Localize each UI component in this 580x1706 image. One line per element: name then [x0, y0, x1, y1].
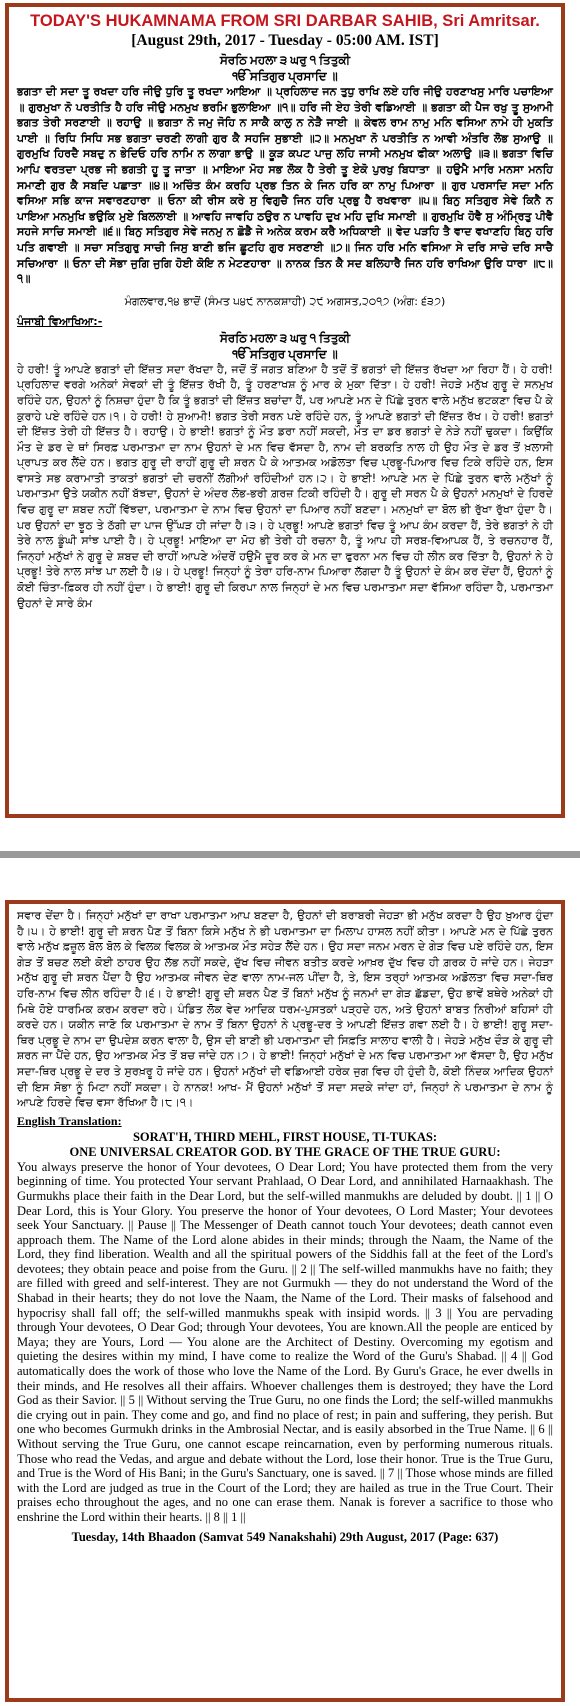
- hukamnama-panel-top: [5, 3, 565, 818]
- english-title-line2: ONE UNIVERSAL CREATOR GOD. BY THE GRACE OF THE TRUE GURU:: [69, 1144, 501, 1159]
- gurbani-text: ਭਗਤਾ ਦੀ ਸਦਾ ਤੂ ਰਖਦਾ ਹਰਿ ਜੀਉ ਧੁਰਿ ਤੂ ਰਖਦਾ ਆਇਆ ॥ ਪ੍ਰਹਿਲਾਦ ਜਨ ਤੁਧੁ ਰਾਖਿ ਲਏ ਹਰਿ ਜੀਉ ਹਰਣਾਖਸੁ ਮਾਰਿ ਪਚਾਇਆ ॥ ਗੁਰਮੁਖਾ ਨੋ ਪਰਤੀਤਿ ਹੈ ਹਰਿ ਜੀਉ ਮਨਮੁਖ ਭਰਮਿ ਭੁਲਾਇਆ ॥੧॥ ਹਰਿ ਜੀ ਏਹ ਤੇਰੀ ਵਡਿਆਈ ॥ ਭਗਤਾ ਕੀ ਪੈਜ ਰਖੁ ਤੂ ਸੁਆਮੀ ਭਗਤ ਤੇਰੀ ਸਰਣਾਈ ॥ ਰਹਾਉ ॥ ਭਗਤਾ ਨੋ ਜਮੁ ਜੋਹਿ ਨ ਸਾਕੈ ਕਾਲੁ ਨ ਨੇੜੈ ਜਾਈ ॥ ਕੇਵਲ ਰਾਮ ਨਾਮੁ ਮਨਿ ਵਸਿਆ ਨਾਮੇ ਹੀ ਮੁਕਤਿ ਪਾਈ ॥ ਰਿਧਿ ਸਿਧਿ ਸਭ ਭਗਤਾ ਚਰਣੀ ਲਾਗੀ ਗੁਰ ਕੈ ਸਹਜਿ ਸੁਭਾਈ ॥੨॥ ਮਨਮੁਖਾ ਨੋ ਪਰਤੀਤਿ ਨ ਆਵੀ ਅੰਤਰਿ ਲੋਭ ਸੁਆਉ ॥ ਗੁਰਮੁਖਿ ਹਿਰਦੈ ਸਬਦੁ ਨ ਭੇਦਿਓ ਹਰਿ ਨਾਮਿ ਨ ਲਾਗਾ ਭਾਉ ॥ ਕੂੜ ਕਪਟ ਪਾਜੁ ਲਹਿ ਜਾਸੀ ਮਨਮੁਖ ਫੀਕਾ ਅਲਾਉ ॥੩॥ ਭਗਤਾ ਵਿਚਿ ਆਪਿ ਵਰਤਦਾ ਪ੍ਰਭ ਜੀ ਭਗਤੀ ਹੂ ਤੂ ਜਾਤਾ ॥ ਮਾਇਆ ਮੋਹ ਸਭ ਲੋਕ ਹੈ ਤੇਰੀ ਤੂ ਏਕੋ ਪੁਰਖੁ ਬਿਧਾਤਾ ॥ ਹਉਮੈ ਮਾਰਿ ਮਨਸਾ ਮਨਹਿ ਸਮਾਣੀ ਗੁਰ ਕੈ ਸਬਦਿ ਪਛਾਤਾ ॥੪॥ ਅਚਿੰਤ ਕੰਮ ਕਰਹਿ ਪ੍ਰਭ ਤਿਨ ਕੇ ਜਿਨ ਹਰਿ ਕਾ ਨਾਮੁ ਪਿਆਰਾ ॥ ਗੁਰ ਪਰਸਾਦਿ ਸਦਾ ਮਨਿ ਵਸਿਆ ਸਭਿ ਕਾਜ ਸਵਾਰਣਹਾਰਾ ॥ ਓਨਾ ਕੀ ਰੀਸ ਕਰੇ ਸੁ ਵਿਗੁਚੈ ਜਿਨ ਹਰਿ ਪ੍ਰਭੁ ਹੈ ਰਖਵਾਰਾ ॥੫॥ ਬਿਨੁ ਸਤਿਗੁਰ ਸੇਵੇ ਕਿਨੈ ਨ ਪਾਇਆ ਮਨਮੁਖਿ ਭਉਕਿ ਮੁਏ ਬਿਲਲਾਈ ॥ ਆਵਹਿ ਜਾਵਹਿ ਠਉਰ ਨ ਪਾਵਹਿ ਦੁਖ ਮਹਿ ਦੁਖਿ ਸਮਾਈ ॥ ਗੁਰਮੁਖਿ ਹੋਵੈ ਸੁ ਅੰਮ੍ਰਿਤੁ ਪੀਵੈ ਸਹਜੇ ਸਾਚਿ ਸਮਾਈ ॥੬॥ ਬਿਨੁ ਸਤਿਗੁਰ ਸੇਵੇ ਜਨਮੁ ਨ ਛੋਡੈ ਜੇ ਅਨੇਕ ਕਰਮ ਕਰੈ ਅਧਿਕਾਈ ॥ ਵੇਦ ਪੜਹਿ ਤੈ ਵਾਦ ਵਖਾਣਹਿ ਬਿਨੁ ਹਰਿ ਪਤਿ ਗਵਾਈ ॥ ਸਚਾ ਸਤਿਗੁਰੁ ਸਾਚੀ ਜਿਸੁ ਬਾਣੀ ਭਜਿ ਛੂਟਹਿ ਗੁਰ ਸਰਣਾਈ ॥੭॥ ਜਿਨ ਹਰਿ ਮਨਿ ਵਸਿਆ ਸੇ ਦਰਿ ਸਾਚੇ ਦਰਿ ਸਾਚੈ ਸਚਿਆਰਾ ॥ ਓਨਾ ਦੀ ਸੋਭਾ ਜੁਗਿ ਜੁਗਿ ਹੋਈ ਕੋਇ ਨ ਮੇਟਣਹਾਰਾ ॥ ਨਾਨਕ ਤਿਨ ਕੈ ਸਦ ਬਲਿਹਾਰੈ ਜਿਨ ਹਰਿ ਰਾਖਿਆ ਉਰਿ ਧਾਰਾ ॥੮॥੧॥: [17, 85, 553, 286]
- explanation-subheading: ਸੋਰਠਿ ਮਹਲਾ ੩ ਘਰੁ ੧ ਤਿਤੁਕੀ: [219, 330, 351, 345]
- gurbani-invocation: ੴ ਸਤਿਗੁਰ ਪ੍ਰਸਾਦਿ ॥: [232, 69, 338, 83]
- english-translation-text: You always preserve the honor of Your devotees, O Dear Lord; You have protected them from the very beginning of time. You protected Your servant Prahlaad, O Dear Lord, and annihilated Harnaakhash. The Gurmukhs place their faith in the Dear Lord, but the self-willed manmukhs are deluded by doubt. || 1 || O Dear Lord, this is Your Glory. You preserve the honor of Your devotees, O Lord Master; Your devotees seek Your Sanctuary. || Pause || The Messenger of Death cannot touch Your devotees; death cannot even approach them. The Name of the Lord alone abides in their minds; through the Naam, the Name of the Lord, they find liberation. Wealth and all the spiritual powers of the Siddhis fall at the feet of the Lord's devotees; they obtain peace and poise from the Guru. || 2 || The self-willed manmukhs have no faith; they are filled with greed and self-interest. They are not Gurmukh — they do not understand the Word of the Shabad in their hearts; they do not love the Naam, the Name of the Lord. Their masks of falsehood and hypocrisy shall fall off; the self-willed manmukhs speak with insipid words. || 3 || You are pervading through Your devotees, O Dear God; through Your devotees, You are known.All the people are enticed by Maya; they are Yours, Lord — You alone are the Architect of Destiny. Overcoming my egotism and quieting the desires within my mind, I have come to realize the Word of the Guru's Shabad. || 4 || God automatically does the work of those who love the Name of the Lord. By Guru's Grace, he ever dwells in their minds, and He resolves all their affairs. Whoever challenges them is destroyed; they have the Lord God as their Savior. || 5 || Without serving the True Guru, no one finds the Lord; the self-willed manmukhs die crying out in pain. They come and go, and find no place of rest; in pain and suffering, they perish. But one who becomes Gurmukh drinks in the Ambrosial Nectar, and is easily absorbed in the True Name. || 6 || Without serving the True Guru, one cannot escape reincarnation, even by performing numerous rituals. Those who read the Vedas, and argue and debate without the Lord, lose their honor. True is the True Guru, and True is the Word of His Bani; in the Guru's Sanctuary, one is saved. || 7 || Those whose minds are filled with the Lord are judged as true in the Court of the Lord; they are hailed as true in the True Court. Their praises echo throughout the ages, and no one can erase them. Nanak is forever a sacrifice to those who enshrine the Lord within their hearts. || 8 || 1 ||: [17, 1159, 553, 1524]
- punjabi-explanation-heading: ਪੰਜਾਬੀ ਵਿਆਖਿਆ:-: [17, 314, 103, 328]
- hukamnama-panel-bottom: [5, 900, 565, 1702]
- page-title: TODAY'S HUKAMNAMA FROM SRI DARBAR SAHIB, Sri Amritsar.: [30, 12, 540, 30]
- explanation-invocation: ੴ ਸਤਿਗੁਰ ਪ੍ਰਸਾਦਿ ॥: [232, 346, 338, 361]
- punjabi-explanation-text-part2: ਸਵਾਰ ਦੇਂਦਾ ਹੈ। ਜਿਨ੍ਹਾਂ ਮਨੁੱਖਾਂ ਦਾ ਰਾਖਾ ਪਰਮਾਤਮਾ ਆਪ ਬਣਦਾ ਹੈ, ਉਹਨਾਂ ਦੀ ਬਰਾਬਰੀ ਜੇਹੜਾ ਭੀ ਮਨੁੱਖ ਕਰਦਾ ਹੈ ਉਹ ਖ਼ੁਆਰ ਹੁੰਦਾ ਹੈ।੫। ਹੇ ਭਾਈ! ਗੁਰੂ ਦੀ ਸ਼ਰਨ ਪੈਣ ਤੋਂ ਬਿਨਾ ਕਿਸੇ ਮਨੁੱਖ ਨੇ ਭੀ ਪਰਮਾਤਮਾ ਦਾ ਮਿਲਾਪ ਹਾਸਲ ਨਹੀਂ ਕੀਤਾ। ਆਪਣੇ ਮਨ ਦੇ ਪਿੱਛੇ ਤੁਰਨ ਵਾਲੇ ਮਨੁੱਖ ਫ਼ਜ਼ੂਲ ਬੋਲ ਬੋਲ ਕੇ ਵਿਲਕ ਵਿਲਕ ਕੇ ਆਤਮਕ ਮੌਤ ਸਹੇੜ ਲੈਂਦੇ ਹਨ। ਉਹ ਸਦਾ ਜਨਮ ਮਰਨ ਦੇ ਗੇੜ ਵਿਚ ਪਏ ਰਹਿੰਦੇ ਹਨ, ਇਸ ਗੇੜ ਤੋਂ ਬਚਣ ਲਈ ਕੋਈ ਠਾਹਰ ਉਹ ਲੱਭ ਨਹੀਂ ਸਕਦੇ, ਦੁੱਖ ਵਿਚ ਜੀਵਨ ਬਤੀਤ ਕਰਦੇ ਆਖ਼ਰ ਦੁੱਖ ਵਿਚ ਹੀ ਗ਼ਰਕ ਹੋ ਜਾਂਦੇ ਹਨ। ਜੇਹੜਾ ਮਨੁੱਖ ਗੁਰੂ ਦੀ ਸ਼ਰਨ ਪੈਂਦਾ ਹੈ ਉਹ ਆਤਮਕ ਜੀਵਨ ਦੇਣ ਵਾਲਾ ਨਾਮ-ਜਲ ਪੀਂਦਾ ਹੈ, ਤੇ, ਇਸ ਤਰ੍ਹਾਂ ਆਤਮਕ ਅਡੋਲਤਾ ਵਿਚ ਸਦਾ-ਥਿਰ ਹਰਿ-ਨਾਮ ਵਿਚ ਲੀਨ ਰਹਿੰਦਾ ਹੈ।੬। ਹੇ ਭਾਈ! ਗੁਰੂ ਦੀ ਸ਼ਰਨ ਪੈਣ ਤੋਂ ਬਿਨਾਂ ਮਨੁੱਖ ਨੂੰ ਜਨਮਾਂ ਦਾ ਗੇੜ ਛੱਡਦਾ, ਉਹ ਭਾਵੇਂ ਬਥੇਰੇ ਅਨੇਕਾਂ ਹੀ ਮਿਥੇ ਹੋਏ ਧਾਰਮਿਕ ਕਰਮ ਕਰਦਾ ਰਹੇ। ਪੰਡਿਤ ਲੋਕ ਵੇਦ ਆਦਿਕ ਧਰਮ-ਪੁਸਤਕਾਂ ਪੜ੍ਹਦੇ ਹਨ, ਅਤੇ ਉਹਨਾਂ ਬਾਬਤ ਨਿਰੀਆਂ ਬਹਿਸਾਂ ਹੀ ਕਰਦੇ ਹਨ। ਯਕੀਨ ਜਾਣੋ ਕਿ ਪਰਮਾਤਮਾ ਦੇ ਨਾਮ ਤੋਂ ਬਿਨਾ ਉਹਨਾਂ ਨੇ ਪ੍ਰਭੂ-ਦਰ ਤੇ ਆਪਣੀ ਇੱਜ਼ਤ ਗਵਾ ਲਈ ਹੈ। ਹੇ ਭਾਈ! ਗੁਰੂ ਸਦਾ-ਥਿਰ ਪ੍ਰਭੂ ਦੇ ਨਾਮ ਦਾ ਉਪਦੇਸ਼ ਕਰਨ ਵਾਲਾ ਹੈ, ਉਸ ਦੀ ਬਾਣੀ ਭੀ ਪਰਮਾਤਮਾ ਦੀ ਸਿਫ਼ਤਿ ਸਾਲਾਹ ਵਾਲੀ ਹੈ। ਜੇਹੜੇ ਮਨੁੱਖ ਦੌੜ ਕੇ ਗੁਰੂ ਦੀ ਸ਼ਰਨ ਜਾ ਪੈਂਦੇ ਹਨ, ਉਹ ਆਤਮਕ ਮੌਤ ਤੋਂ ਬਚ ਜਾਂਦੇ ਹਨ।੭। ਹੇ ਭਾਈ! ਜਿਨ੍ਹਾਂ ਮਨੁੱਖਾਂ ਦੇ ਮਨ ਵਿਚ ਪਰਮਾਤਮਾ ਆ ਵੱਸਦਾ ਹੈ, ਉਹ ਮਨੁੱਖ ਸਦਾ-ਥਿਰ ਪ੍ਰਭੂ ਦੇ ਦਰ ਤੇ ਸੁਰਖ਼ਰੂ ਹੋ ਜਾਂਦੇ ਹਨ। ਉਹਨਾਂ ਮਨੁੱਖਾਂ ਦੀ ਵਡਿਆਈ ਹਰੇਕ ਜੁਗ ਵਿਚ ਹੀ ਹੁੰਦੀ ਹੈ, ਕੋਈ ਨਿੰਦਕ ਆਦਿਕ ਉਹਨਾਂ ਦੀ ਇਸ ਸੋਭਾ ਨੂੰ ਮਿਟਾ ਨਹੀਂ ਸਕਦਾ। ਹੇ ਨਾਨਕ! ਆਖ- ਮੈਂ ਉਹਨਾਂ ਮਨੁੱਖਾਂ ਤੋਂ ਸਦਾ ਸਦਕੇ ਜਾਂਦਾ ਹਾਂ, ਜਿਨ੍ਹਾਂ ਨੇ ਪਰਮਾਤਮਾ ਦੇ ਨਾਮ ਨੂੰ ਆਪਣੇ ਹਿਰਦੇ ਵਿਚ ਵਸਾ ਰੱਖਿਆ ਹੈ।੮।੧।: [17, 909, 553, 1110]
- gurbani-heading: ਸੋਰਠਿ ਮਹਲਾ ੩ ਘਰੁ ੧ ਤਿਤੁਕੀ: [219, 53, 351, 67]
- english-title-line1: SORAT'H, THIRD MEHL, FIRST HOUSE, TI-TUKAS:: [132, 1129, 437, 1144]
- english-date-footer: Tuesday, 14th Bhaadon (Samvat 549 Nanakshahi) 29th August, 2017 (Page: 637): [71, 1529, 499, 1544]
- date-time-line: [August 29th, 2017 - Tuesday - 05:00 AM. IST]: [131, 32, 439, 49]
- punjabi-date-line: ਮੰਗਲਵਾਰ,੧੪ ਭਾਦੋਂ (ਸੰਮਤ ੫੪੯ ਨਾਨਕਸ਼ਾਹੀ) ੨੯ ਅਗਸਤ,੨੦੧੭ (ਅੰਗ: ੬੩੭): [124, 294, 446, 308]
- punjabi-explanation-text-part1: ਹੇ ਹਰੀ! ਤੂੰ ਆਪਣੇ ਭਗਤਾਂ ਦੀ ਇੱਜ਼ਤ ਸਦਾ ਰੱਖਦਾ ਹੈ, ਜਦੋਂ ਤੋਂ ਜਗਤ ਬਣਿਆ ਹੈ ਤਦੋਂ ਤੋਂ ਭਗਤਾਂ ਦੀ ਇੱਜ਼ਤ ਰੱਖਦਾ ਆ ਰਿਹਾ ਹੈਂ। ਹੇ ਹਰੀ! ਪ੍ਰਹਿਲਾਦ ਵਰਗੇ ਅਨੇਕਾਂ ਸੇਵਕਾਂ ਦੀ ਤੂੰ ਇੱਜ਼ਤ ਰੱਖੀ ਹੈ, ਤੂੰ ਹਰਣਾਖਸ਼ ਨੂੰ ਮਾਰ ਕੇ ਮੁਕਾ ਦਿੱਤਾ। ਹੇ ਹਰੀ! ਜੇਹੜੇ ਮਨੁੱਖ ਗੁਰੂ ਦੇ ਸਨਮੁਖ ਰਹਿੰਦੇ ਹਨ, ਉਹਨਾਂ ਨੂੰ ਨਿਸ਼ਚਾ ਹੁੰਦਾ ਹੈ ਕਿ ਤੂੰ ਭਗਤਾਂ ਦੀ ਇੱਜ਼ਤ ਬਚਾਂਦਾ ਹੈਂ, ਪਰ ਆਪਣੇ ਮਨ ਦੇ ਪਿੱਛੇ ਤੁਰਨ ਵਾਲੇ ਮਨੁੱਖ ਭਟਕਣਾ ਵਿਚ ਪੈ ਕੇ ਕੁਰਾਹੇ ਪਏ ਰਹਿੰਦੇ ਹਨ।੧। ਹੇ ਹਰੀ! ਹੇ ਸੁਆਮੀ! ਭਗਤ ਤੇਰੀ ਸਰਨ ਪਏ ਰਹਿੰਦੇ ਹਨ, ਤੂੰ ਆਪਣੇ ਭਗਤਾਂ ਦੀ ਇੱਜ਼ਤ ਰੱਖ। ਹੇ ਹਰੀ! ਭਗਤਾਂ ਦੀ ਇੱਜ਼ਤ ਤੇਰੀ ਹੀ ਇੱਜ਼ਤ ਹੈ। ਰਹਾਉ। ਹੇ ਭਾਈ! ਭਗਤਾਂ ਨੂੰ ਮੌਤ ਡਰਾ ਨਹੀਂ ਸਕਦੀ, ਮੌਤ ਦਾ ਡਰ ਭਗਤਾਂ ਦੇ ਨੇੜੇ ਨਹੀਂ ਢੁਕਦਾ। ਕਿਉਂਕਿ ਮੌਤ ਦੇ ਡਰ ਦੇ ਥਾਂ ਸਿਰਫ਼ ਪਰਮਾਤਮਾ ਦਾ ਨਾਮ ਉਹਨਾਂ ਦੇ ਮਨ ਵਿਚ ਵੱਸਦਾ ਹੈ, ਨਾਮ ਦੀ ਬਰਕਤਿ ਨਾਲ ਹੀ ਉਹ ਮੌਤ ਦੇ ਡਰ ਤੋਂ ਖ਼ਲਾਸੀ ਪ੍ਰਾਪਤ ਕਰ ਲੈਂਦੇ ਹਨ। ਭਗਤ ਗੁਰੂ ਦੀ ਰਾਹੀਂ ਗੁਰੂ ਦੀ ਸ਼ਰਨ ਪੈ ਕੇ ਆਤਮਕ ਅਡੋਲਤਾ ਵਿਚ ਪ੍ਰਭੂ-ਪਿਆਰ ਵਿਚ ਟਿਕੇ ਰਹਿੰਦੇ ਹਨ, ਇਸ ਵਾਸਤੇ ਸਭ ਕਰਾਮਾਤੀ ਤਾਕਤਾਂ ਭਗਤਾਂ ਦੀ ਚਰਨੀਂ ਲੱਗੀਆਂ ਰਹਿੰਦੀਆਂ ਹਨ।੨। ਹੇ ਭਾਈ! ਆਪਣੇ ਮਨ ਦੇ ਪਿੱਛੇ ਤੁਰਨ ਵਾਲੇ ਮਨੁੱਖਾਂ ਨੂੰ ਪਰਮਾਤਮਾ ਉਤੇ ਯਕੀਨ ਨਹੀਂ ਬੱਝਦਾ, ਉਹਨਾਂ ਦੇ ਅੰਦਰ ਲੋਭ-ਭਰੀ ਗ਼ਰਜ਼ ਟਿਕੀ ਰਹਿੰਦੀ ਹੈ। ਗੁਰੂ ਦੀ ਸਰਨ ਪੈ ਕੇ ਉਹਨਾਂ ਮਨਮੁਖਾਂ ਦੇ ਹਿਰਦੇ ਵਿਚ ਗੁਰੂ ਦਾ ਸ਼ਬਦ ਨਹੀਂ ਵਿੱਝਦਾ, ਪਰਮਾਤਮਾ ਦੇ ਨਾਮ ਵਿਚ ਉਹਨਾਂ ਦਾ ਪਿਆਰ ਨਹੀਂ ਬਣਦਾ। ਮਨਮੁਖਾਂ ਦਾ ਬੋਲ ਭੀ ਰੁੱਖਾ ਰੁੱਖਾ ਹੁੰਦਾ ਹੈ। ਪਰ ਉਹਨਾਂ ਦਾ ਝੂਠ ਤੇ ਠੱਗੀ ਦਾ ਪਾਜ ਉੱਘੜ ਹੀ ਜਾਂਦਾ ਹੈ।੩। ਹੇ ਪ੍ਰਭੂ! ਆਪਣੇ ਭਗਤਾਂ ਵਿਚ ਤੂੰ ਆਪ ਕੰਮ ਕਰਦਾ ਹੈਂ, ਤੇਰੇ ਭਗਤਾਂ ਨੇ ਹੀ ਤੇਰੇ ਨਾਲ ਡੂੰਘੀ ਸਾਂਝ ਪਾਈ ਹੈ। ਹੇ ਪ੍ਰਭੂ! ਮਾਇਆ ਦਾ ਮੋਹ ਭੀ ਤੇਰੀ ਹੀ ਰਚਨਾ ਹੈ, ਤੂੰ ਆਪ ਹੀ ਸਰਬ-ਵਿਆਪਕ ਹੈਂ, ਤੇ ਰਚਨਹਾਰ ਹੈਂ, ਜਿਨ੍ਹਾਂ ਮਨੁੱਖਾਂ ਨੇ ਗੁਰੂ ਦੇ ਸ਼ਬਦ ਦੀ ਰਾਹੀਂ ਆਪਣੇ ਅੰਦਰੋਂ ਹਉਮੈ ਦੂਰ ਕਰ ਕੇ ਮਨ ਦਾ ਫੁਰਨਾ ਮਨ ਵਿਚ ਹੀ ਲੀਨ ਕਰ ਦਿੱਤਾ ਹੈ, ਉਹਨਾਂ ਨੇ ਹੇ ਪ੍ਰਭੂ! ਤੇਰੇ ਨਾਲ ਸਾਂਝ ਪਾ ਲਈ ਹੈ।੪। ਹੇ ਪ੍ਰਭੂ! ਜਿਨ੍ਹਾਂ ਨੂੰ ਤੇਰਾ ਹਰਿ-ਨਾਮ ਪਿਆਰਾ ਲੱਗਦਾ ਹੈ ਤੂੰ ਉਹਨਾਂ ਦੇ ਕੰਮ ਕਰ ਦੇਂਦਾ ਹੈਂ, ਉਹਨਾਂ ਨੂੰ ਕੋਈ ਚਿੰਤਾ-ਫ਼ਿਕਰ ਹੀ ਨਹੀਂ ਹੁੰਦਾ। ਹੇ ਭਾਈ! ਗੁਰੂ ਦੀ ਕਿਰਪਾ ਨਾਲ ਜਿਨ੍ਹਾਂ ਦੇ ਮਨ ਵਿਚ ਪਰਮਾਤਮਾ ਸਦਾ ਵੱਸਿਆ ਰਹਿੰਦਾ ਹੈ, ਪਰਮਾਤਮਾ ਉਹਨਾਂ ਦੇ ਸਾਰੇ ਕੰਮ: [17, 362, 553, 610]
- english-translation-heading: English Translation:: [17, 1113, 122, 1128]
- section-separator: [0, 851, 580, 858]
